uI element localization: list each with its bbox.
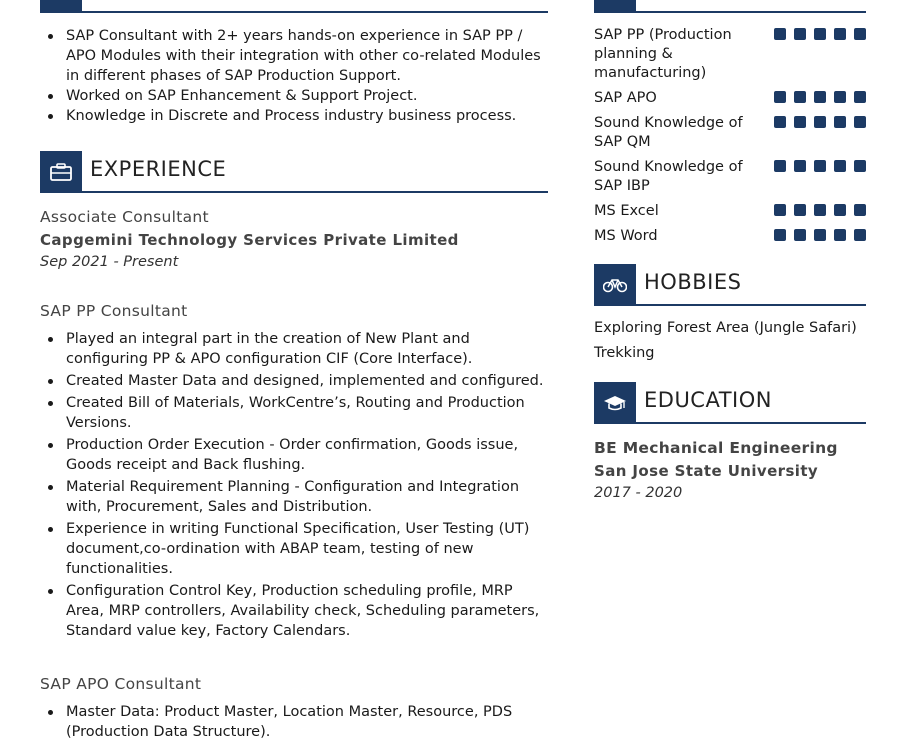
summary-header-partial bbox=[40, 0, 548, 13]
hobbies-header bbox=[594, 264, 866, 306]
list-item: SAP Consultant with 2+ years hands-on experience in SAP PP / APO Modules with their integration with other co-related Modules in different phases of SAP Production Support. bbox=[40, 26, 548, 86]
skill-rating bbox=[774, 229, 866, 241]
bicycle-icon bbox=[594, 264, 636, 306]
skills-rule bbox=[636, 11, 866, 13]
summary-rule bbox=[82, 11, 548, 13]
education-heading: EDUCATION bbox=[644, 388, 772, 412]
list-item: Worked on SAP Enhancement & Support Project. bbox=[40, 86, 548, 106]
skills-header-partial bbox=[594, 0, 866, 13]
role-apo-list bbox=[40, 702, 548, 742]
company-name: Capgemini Technology Services Private Limited bbox=[40, 231, 459, 249]
school-name: San Jose State University bbox=[594, 462, 819, 480]
skill-row bbox=[594, 89, 866, 108]
graduation-cap-icon bbox=[594, 382, 636, 424]
job-dates: Sep 2021 - Present bbox=[40, 254, 179, 270]
hobbies-rule bbox=[636, 304, 866, 306]
skills-icon-box bbox=[594, 0, 636, 13]
skill-name: Sound Knowledge of SAP IBP bbox=[594, 159, 743, 194]
list-item: Configuration Control Key, Production scheduling profile, MRP Area, MRP controllers, Availability check, Scheduling parameters, Standard value key, Factory Calendars. bbox=[40, 581, 548, 641]
skill-rating bbox=[774, 204, 866, 216]
role-title-pp: SAP PP Consultant bbox=[40, 302, 188, 320]
skill-name: MS Word bbox=[594, 228, 658, 244]
skill-name: MS Excel bbox=[594, 203, 659, 219]
list-item: Created Master Data and designed, implemented and configured. bbox=[40, 371, 548, 391]
summary-icon-box bbox=[40, 0, 82, 13]
skill-rating bbox=[774, 116, 866, 128]
degree: BE Mechanical Engineering bbox=[594, 439, 838, 457]
skill-row bbox=[594, 114, 866, 152]
skill-rating bbox=[774, 28, 866, 40]
hobby-item: Exploring Forest Area (Jungle Safari) bbox=[594, 320, 857, 336]
list-item: Played an integral part in the creation of New Plant and configuring PP & APO configuration CIF (Core Interface). bbox=[40, 329, 548, 369]
skill-name: SAP PP (Production planning & manufacturing) bbox=[594, 27, 732, 81]
hobbies-heading: HOBBIES bbox=[644, 270, 742, 294]
list-item: Production Order Execution - Order confirmation, Goods issue, Goods receipt and Back flushing. bbox=[40, 435, 548, 475]
list-item: Experience in writing Functional Specification, User Testing (UT) document,co-ordination with ABAP team, testing of new functionalities. bbox=[40, 519, 548, 579]
list-item: Material Requirement Planning - Configuration and Integration with, Procurement, Sales and Distribution. bbox=[40, 477, 548, 517]
role-pp-list bbox=[40, 329, 548, 643]
skill-row bbox=[594, 202, 866, 221]
summary-list bbox=[40, 26, 548, 126]
skill-name: SAP APO bbox=[594, 90, 657, 106]
skill-row bbox=[594, 158, 866, 196]
skill-rating bbox=[774, 160, 866, 172]
skill-name: Sound Knowledge of SAP QM bbox=[594, 115, 743, 150]
experience-rule bbox=[82, 191, 548, 193]
education-rule bbox=[636, 422, 866, 424]
job-title: Associate Consultant bbox=[40, 208, 209, 226]
briefcase-icon bbox=[40, 151, 82, 193]
role-title-apo: SAP APO Consultant bbox=[40, 675, 202, 693]
education-dates: 2017 - 2020 bbox=[594, 485, 683, 501]
experience-header bbox=[40, 151, 548, 193]
list-item: Master Data: Product Master, Location Master, Resource, PDS (Production Data Structure). bbox=[40, 702, 548, 742]
skill-row bbox=[594, 227, 866, 246]
list-item: Created Bill of Materials, WorkCentre’s, Routing and Production Versions. bbox=[40, 393, 548, 433]
education-header bbox=[594, 382, 866, 424]
skill-rating bbox=[774, 91, 866, 103]
list-item: Knowledge in Discrete and Process industry business process. bbox=[40, 106, 548, 126]
skill-row bbox=[594, 26, 866, 83]
hobby-item: Trekking bbox=[594, 345, 655, 361]
experience-heading: EXPERIENCE bbox=[90, 157, 227, 181]
